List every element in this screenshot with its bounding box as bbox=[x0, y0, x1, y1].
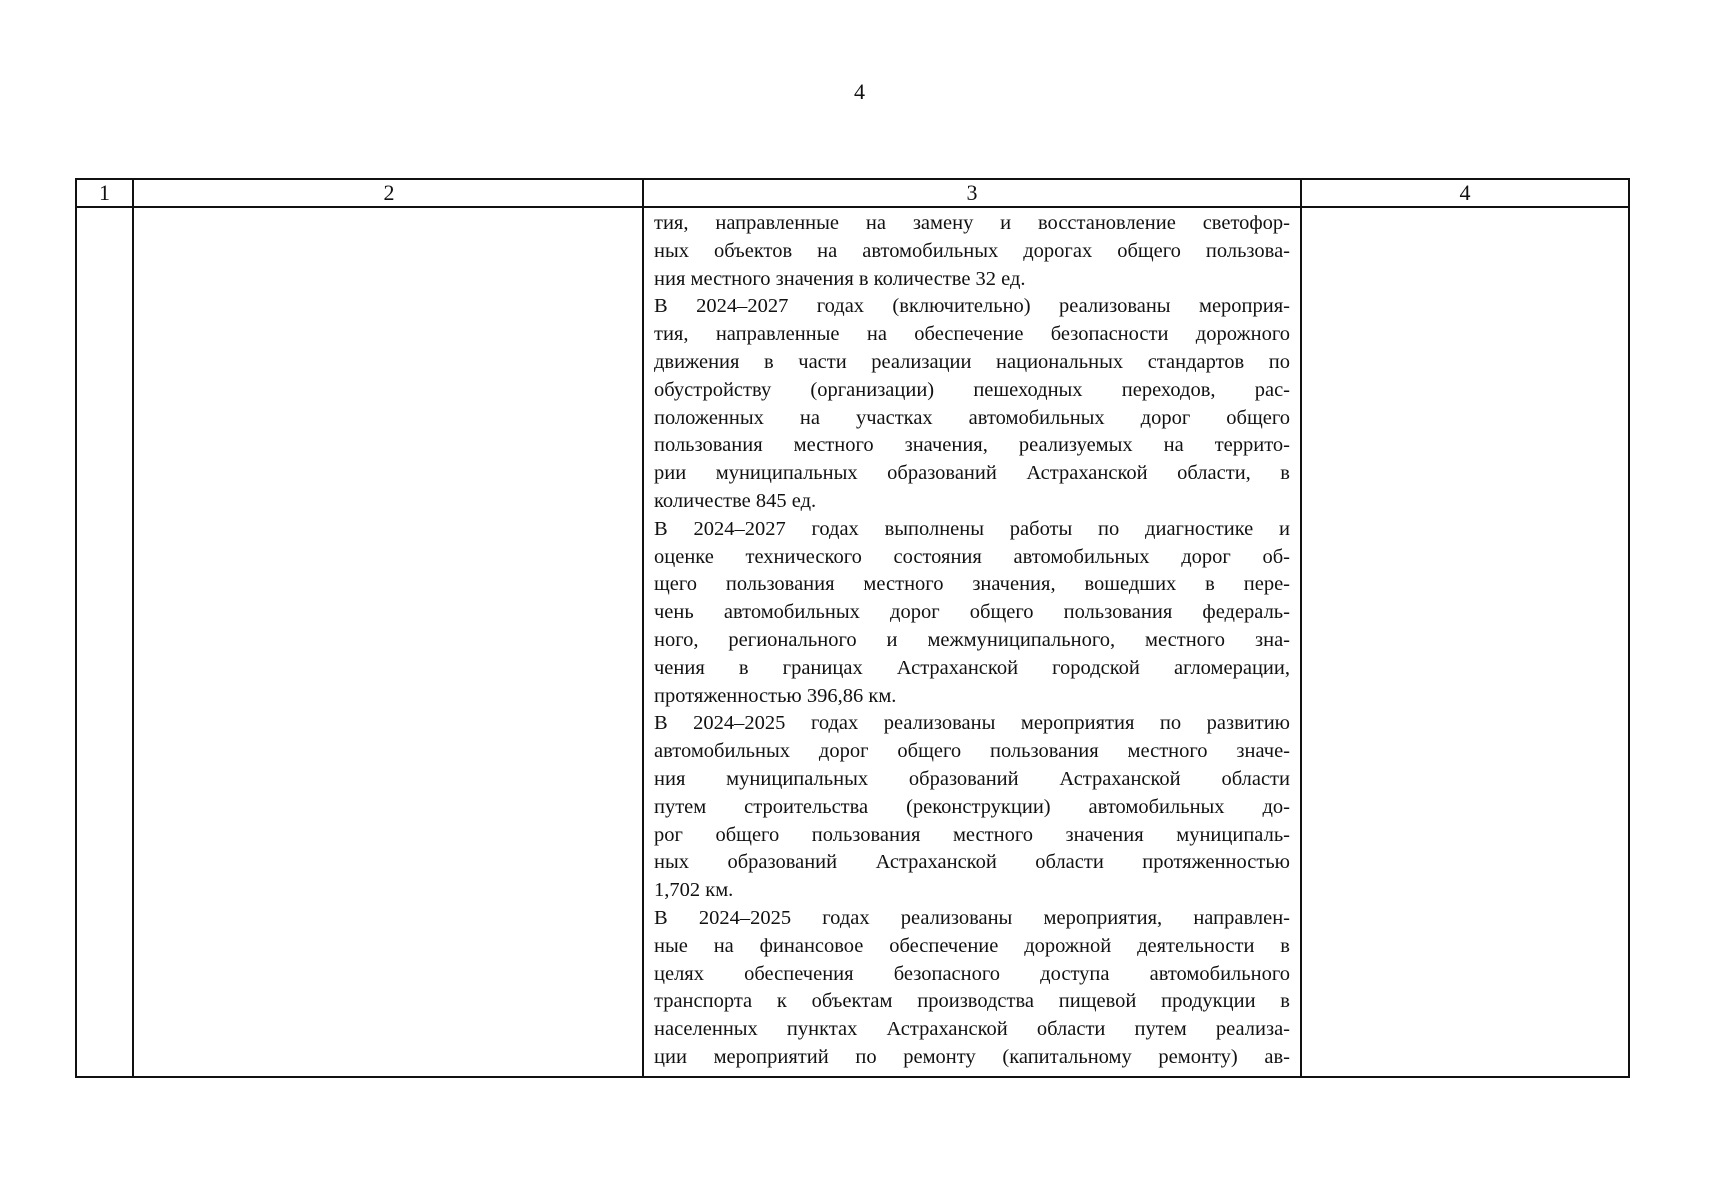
header-col-1: 1 bbox=[99, 180, 110, 205]
text-line: чения в границах Астраханской городской агломерации, bbox=[654, 656, 1290, 679]
text-line: В 2024–2027 годах (включительно) реализованы мероприя- bbox=[654, 295, 1290, 318]
text-line: ного, регионального и межмуниципального, местного зна- bbox=[654, 628, 1290, 651]
text-line: движения в части реализации национальных стандартов по bbox=[654, 350, 1290, 373]
table-header-row bbox=[77, 180, 1628, 208]
text-line: тия, направленные на обеспечение безопасности дорожного bbox=[654, 323, 1290, 346]
text-line: транспорта к объектам производства пищевой продукции в bbox=[654, 990, 1290, 1013]
text-line: населенных пунктах Астраханской области путем реализа- bbox=[654, 1018, 1290, 1041]
page-number: 4 bbox=[854, 79, 865, 104]
text-line: путем строительства (реконструкции) автомобильных до- bbox=[654, 795, 1290, 818]
text-line: ции мероприятий по ремонту (капитальному ремонту) ав- bbox=[654, 1045, 1290, 1068]
document-table bbox=[75, 178, 1630, 1078]
text-line: рог общего пользования местного значения муниципаль- bbox=[654, 823, 1290, 846]
text-line: автомобильных дорог общего пользования местного значе- bbox=[654, 740, 1290, 763]
text-line: В 2024–2025 годах реализованы мероприятия, направлен- bbox=[654, 906, 1290, 929]
column-divider-2 bbox=[642, 180, 644, 1076]
text-line: В 2024–2025 годах реализованы мероприятия по развитию bbox=[654, 712, 1290, 735]
column-divider-1 bbox=[132, 180, 134, 1076]
column-3-text bbox=[654, 210, 1290, 1072]
text-line: пользования местного значения, реализуемых на террито- bbox=[654, 434, 1290, 457]
text-line: ных образований Астраханской области протяженностью bbox=[654, 851, 1290, 874]
text-line: чень автомобильных дорог общего пользования федераль- bbox=[654, 601, 1290, 624]
text-line: 1,702 км. bbox=[654, 879, 734, 902]
text-line: обустройству (организации) пешеходных переходов, рас- bbox=[654, 378, 1290, 401]
text-line: оценке технического состояния автомобильных дорог об- bbox=[654, 545, 1290, 568]
text-line: целях обеспечения безопасного доступа автомобильного bbox=[654, 962, 1290, 985]
header-col-2: 2 bbox=[383, 180, 395, 205]
text-line: протяженностью 396,86 км. bbox=[654, 684, 897, 707]
text-line: ния местного значения в количестве 32 ед. bbox=[654, 267, 1026, 290]
header-col-4: 4 bbox=[1459, 180, 1471, 205]
text-line: В 2024–2027 годах выполнены работы по диагностике и bbox=[654, 517, 1290, 540]
text-line: положенных на участках автомобильных дорог общего bbox=[654, 406, 1290, 429]
text-line: ные на финансовое обеспечение дорожной деятельности в bbox=[654, 934, 1290, 957]
column-divider-3 bbox=[1300, 180, 1302, 1076]
header-col-3: 3 bbox=[966, 180, 978, 205]
text-line: рии муниципальных образований Астраханской области, в bbox=[654, 462, 1290, 485]
text-line: ных объектов на автомобильных дорогах общего пользова- bbox=[654, 239, 1290, 262]
text-line: количестве 845 ед. bbox=[654, 489, 817, 512]
text-line: ния муниципальных образований Астраханской области bbox=[654, 767, 1290, 790]
text-line: щего пользования местного значения, вошедших в пере- bbox=[654, 573, 1290, 596]
text-line: тия, направленные на замену и восстановление светофор- bbox=[654, 212, 1290, 234]
